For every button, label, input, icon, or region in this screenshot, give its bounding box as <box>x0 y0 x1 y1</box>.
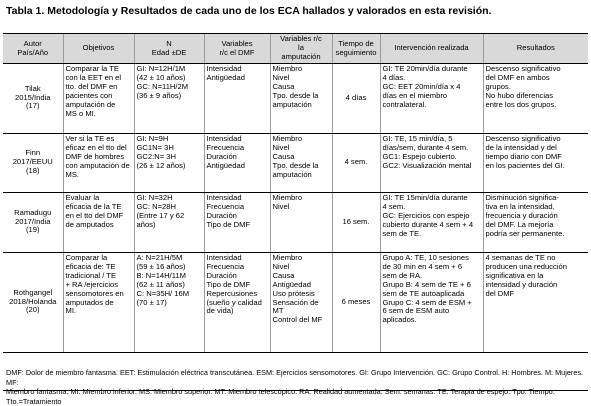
text-line: Miembro <box>272 193 303 202</box>
cell-variables-amputation <box>270 64 332 134</box>
text-line: Frecuencia <box>206 142 245 152</box>
text-line: (70 ± 17) <box>136 297 167 307</box>
text-line: Descenso significativo <box>485 64 561 73</box>
text-line: Variables <box>221 38 253 48</box>
text-line: (17) <box>25 101 40 111</box>
text-line: del DMF <box>485 288 515 298</box>
text-line: No hubo diferencias <box>485 90 554 100</box>
text-line: del DMF en ambos <box>485 72 550 82</box>
text-line: Duración <box>206 270 237 280</box>
text-line: Frecuencia <box>206 201 245 211</box>
text-line: pacientes con <box>65 90 113 100</box>
text-line: Intensidad <box>206 64 242 73</box>
text-line: GI: TE 20min/día durante <box>382 64 468 73</box>
text-line: Miembro <box>272 134 303 143</box>
table-footnote <box>6 368 586 406</box>
text-line: Disminución significa- <box>485 193 559 202</box>
text-line: Intervención realizada <box>394 43 469 53</box>
header-author <box>3 34 63 64</box>
text-line: (36 ± 9 años) <box>136 90 182 100</box>
cell-results <box>483 64 588 134</box>
text-line: Nivel <box>272 201 290 211</box>
cell-variables-dmf <box>204 134 270 193</box>
text-line: Causa <box>272 270 295 280</box>
text-line: País/Año <box>17 47 49 57</box>
text-line: GC: N=28H <box>136 201 176 211</box>
text-line: amputación <box>272 169 312 179</box>
cell-variables-dmf <box>204 64 270 134</box>
text-line: cubierto durante 4 sem + 4 <box>382 219 474 229</box>
text-line: en los pacientes del GI. <box>485 160 565 170</box>
text-line: de vida) <box>206 306 234 316</box>
header-results <box>483 34 588 64</box>
text-line: (20) <box>25 305 40 315</box>
header-intervention <box>380 34 483 64</box>
text-line: Finn <box>25 148 41 158</box>
text-line: 2017/India <box>15 216 51 226</box>
text-line: amputación de <box>65 99 116 109</box>
cell-followup: 16 sem. <box>332 193 380 253</box>
text-line: tiva en la intensidad, <box>485 201 555 211</box>
table-row <box>3 193 588 253</box>
text-line: (59 ± 16 años) <box>136 261 186 271</box>
text-line: Miembro fantasma. MI: Miembro inferior. MS: Miembro superior. MT: Miembro telescópico. RA: Realidad aumentada. Sem: semanas. TE: Terapia de espejo. Tpo: Tiempo. Tto.=Tratamiento <box>6 387 555 406</box>
cell-intervention <box>380 134 483 193</box>
text-line: GI: N=9H <box>136 134 169 143</box>
text-line: A: N=21H/5M <box>136 253 183 262</box>
cell-author <box>3 193 63 253</box>
text-line: B: N=14H/11M <box>136 270 186 280</box>
cell-objectives <box>63 64 134 134</box>
header-sample <box>134 34 204 64</box>
cell-objectives <box>63 253 134 353</box>
cell-variables-dmf <box>204 193 270 253</box>
text-line: aplicados. <box>382 315 417 325</box>
table-row <box>3 64 588 134</box>
text-line: C: N=35H/ 16M <box>136 288 190 298</box>
text-line: Ver si la TE es <box>65 134 115 143</box>
text-line: DMF de hombres <box>65 151 125 161</box>
text-line: Grupo C: 4 sem de ESM + <box>382 297 472 307</box>
text-line: seguimiento <box>335 47 377 57</box>
text-line: tto. del DMF en <box>65 81 118 91</box>
header-variables-dmf <box>204 34 270 64</box>
cell-variables-dmf <box>204 253 270 353</box>
header-followup <box>332 34 380 64</box>
text-line: Grupo B: 4 sem de TE + 6 <box>382 279 471 289</box>
text-line: r/c el DMF <box>219 47 255 57</box>
text-line: Tipo de DMF <box>206 219 251 229</box>
text-line: sem de TE. <box>382 228 422 238</box>
text-line: intensidad y duración <box>485 279 558 289</box>
cell-followup: 6 meses <box>332 253 380 353</box>
text-line: Antigüedad <box>272 279 311 289</box>
text-line: Variables r/c <box>280 34 322 44</box>
text-line: eficacia de la TE <box>65 201 122 211</box>
text-line: GI: TE, 15 min/día, 5 <box>382 134 453 143</box>
text-line: producen una reducción <box>485 261 567 271</box>
text-line: Intensidad <box>206 134 242 143</box>
table-title: Tabla 1. Metodología y Resultados de cada uno de los ECA hallados y valorados en esta revisión. <box>6 5 492 17</box>
cell-sample <box>134 253 204 353</box>
text-line: MS o MI. <box>65 108 96 118</box>
cell-objectives <box>63 134 134 193</box>
cell-intervention <box>380 253 483 353</box>
text-line: Comparar la TE <box>65 64 119 73</box>
text-line: 2017/EEUU <box>12 157 53 167</box>
cell-author <box>3 253 63 353</box>
text-line: Miembro <box>272 253 303 262</box>
text-line: Autor <box>23 38 42 48</box>
text-line: la <box>298 43 304 53</box>
text-line: + RA /ejercicios <box>65 279 119 289</box>
text-line: Intensidad <box>206 253 242 262</box>
text-line: (42 ± 10 años) <box>136 72 186 82</box>
text-line: sem de RA. <box>382 270 423 280</box>
cell-author <box>3 64 63 134</box>
text-line: Descenso significativo <box>485 134 561 143</box>
text-line: sem de TE autoaplicada <box>382 288 465 298</box>
table-row <box>3 134 588 193</box>
text-line: (26 ± 12 años) <box>136 160 186 170</box>
text-line: GC2:N= 3H <box>136 151 176 161</box>
text-line: de 30 min en 4 sem + 6 <box>382 261 463 271</box>
text-line: Tilak <box>24 83 41 93</box>
cell-results <box>483 253 588 353</box>
text-line: Nivel <box>272 72 290 82</box>
text-line: GC1: Espejo cubierto. <box>382 151 457 161</box>
cell-sample <box>134 134 204 193</box>
text-line: grupos. <box>485 81 511 91</box>
text-line: amputados de <box>65 297 114 307</box>
cell-results <box>483 134 588 193</box>
cell-results <box>483 193 588 253</box>
text-line: (18) <box>25 165 40 175</box>
text-line: frecuencia y duración <box>485 210 558 220</box>
text-line: Grupo A: TE, 10 sesiones <box>382 253 469 262</box>
text-line: Sensación de <box>272 297 319 307</box>
text-line: Tpo. desde la <box>272 160 319 170</box>
text-line: podría ser permanente. <box>485 228 565 238</box>
text-line: 4 semanas de TE no <box>485 253 556 262</box>
text-line: Causa <box>272 151 295 161</box>
text-line: en el tto del DMF <box>65 210 124 220</box>
header-row <box>3 34 588 64</box>
text-line: con amputación de <box>65 160 130 170</box>
text-line: Causa <box>272 81 295 91</box>
results-table <box>3 33 588 353</box>
text-line: tradicional / TE <box>65 270 117 280</box>
text-line: 6 sem de ESM auto <box>382 306 450 316</box>
cell-sample <box>134 64 204 134</box>
text-line: MI. <box>65 306 77 316</box>
text-line: (62 ± 11 años) <box>136 279 185 289</box>
text-line: 2018/Holanda <box>9 296 57 306</box>
cell-variables-amputation <box>270 193 332 253</box>
text-line: con la EET en el <box>65 72 122 82</box>
text-line: Control del MF <box>272 315 323 325</box>
text-line: Objetivos <box>82 43 115 53</box>
text-line: GC: Ejercicios con espejo <box>382 210 470 220</box>
text-line: días en el miembro <box>382 90 448 100</box>
text-line: Tiempo de <box>338 38 374 48</box>
text-line: de amputados <box>65 219 114 229</box>
text-line: Comparar la <box>65 253 108 262</box>
text-line: Tipo de DMF <box>206 279 251 289</box>
text-line: Repercusiones <box>206 288 258 298</box>
text-line: Ramadugu <box>14 207 52 217</box>
cell-followup: 4 sem. <box>332 134 380 193</box>
text-line: GI: N=32H <box>136 193 173 202</box>
text-line: contralateral. <box>382 99 427 109</box>
text-line: entre los dos grupos. <box>485 99 557 109</box>
cell-objectives <box>63 193 134 253</box>
text-line: del DMF. La mejoría <box>485 219 554 229</box>
table-row <box>3 253 588 353</box>
text-line: MS. <box>65 169 80 179</box>
cell-author <box>3 134 63 193</box>
text-line: Nivel <box>272 261 290 271</box>
text-line: significativa en la <box>485 270 544 280</box>
cell-followup: 4 días <box>332 64 380 134</box>
text-line: días/sem, durante 4 sem. <box>382 142 469 152</box>
text-line: eficacia de: TE <box>65 261 116 271</box>
header-variables-amputation <box>270 34 332 64</box>
text-line: Frecuencia <box>206 261 245 271</box>
text-line: Intensidad <box>206 193 242 202</box>
text-line: N <box>166 38 172 48</box>
text-line: GI: N=12H/1M <box>136 64 186 73</box>
text-line: Resultados <box>516 43 555 53</box>
text-line: Nivel <box>272 142 290 152</box>
text-line: amputación <box>281 51 321 61</box>
text-line: Miembro <box>272 64 303 73</box>
cell-variables-amputation <box>270 253 332 353</box>
text-line: Tpo. desde la <box>272 90 319 100</box>
cell-variables-amputation <box>270 134 332 193</box>
text-line: eficaz en el tto del <box>65 142 127 152</box>
cell-intervention <box>380 193 483 253</box>
text-line: 2015/India <box>15 92 51 102</box>
text-line: GI: TE 15min/día durante <box>382 193 468 202</box>
text-line: GC1N= 3H <box>136 142 174 152</box>
text-line: Rothgangel <box>13 287 53 297</box>
text-line: Uso prótesis <box>272 288 315 298</box>
text-line: de la intensidad y del <box>485 142 557 152</box>
cell-intervention <box>380 64 483 134</box>
text-line: sensomotores en <box>65 288 124 298</box>
text-line: Antigüedad <box>206 160 245 170</box>
text-line: Duración <box>206 151 237 161</box>
text-line: Edad ±DE <box>151 47 187 57</box>
footnote-divider <box>3 390 588 391</box>
text-line: MT <box>272 306 284 316</box>
text-line: GC: EET 20min/día x 4 <box>382 81 461 91</box>
text-line: (sueño y calidad <box>206 297 262 307</box>
text-line: GC2: Visualización mental <box>382 160 472 170</box>
text-line: DMF: Dolor de miembro fantasma. EET: Estimulación eléctrica transcutánea. ESM: Ejercicios sensomotores. GI: Grupo Intervención. GC: Grupo Control. H: Hombres. M: Mujeres. MF: <box>6 368 584 387</box>
text-line: (19) <box>25 225 40 235</box>
text-line: años) <box>136 219 156 229</box>
text-line: (Entre 17 y 62 <box>136 210 185 220</box>
text-line: Evaluar la <box>65 193 100 202</box>
text-line: 4 días. <box>382 72 406 82</box>
text-line: amputación <box>272 99 312 109</box>
text-line: Antigüedad <box>206 72 245 82</box>
text-line: GC: N=11H/2M <box>136 81 189 91</box>
header-objectives <box>63 34 134 64</box>
text-line: Duración <box>206 210 237 220</box>
cell-sample <box>134 193 204 253</box>
text-line: 4 sem. <box>382 201 406 211</box>
text-line: tiempo diario con DMF <box>485 151 562 161</box>
